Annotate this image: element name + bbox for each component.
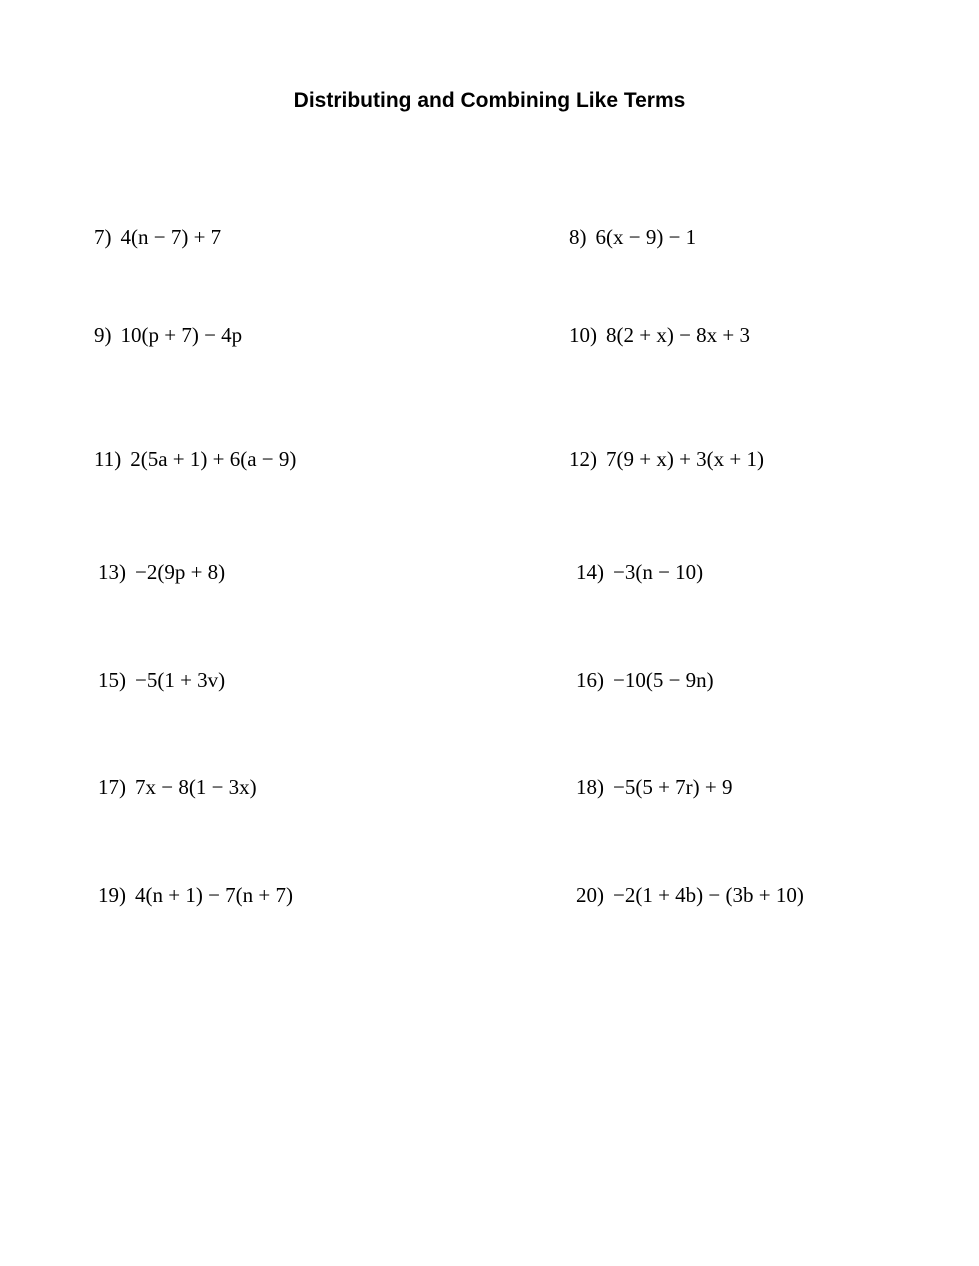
problem-number: 15) [98, 668, 126, 692]
problem-11 [94, 444, 296, 474]
problem-number: 17) [98, 775, 126, 799]
problem-number: 12) [569, 447, 597, 471]
problem-expression: 2(5a + 1) + 6(a − 9) [130, 447, 297, 471]
problem-20 [576, 880, 804, 910]
problem-18 [576, 772, 733, 802]
problem-number: 10) [569, 323, 597, 347]
problem-number: 19) [98, 883, 126, 907]
problem-9 [94, 320, 242, 350]
problem-number: 20) [576, 883, 604, 907]
problem-8 [569, 222, 696, 252]
problem-expression: −10(5 − 9n) [613, 668, 714, 692]
problem-number: 13) [98, 560, 126, 584]
problem-expression: −2(9p + 8) [135, 560, 226, 584]
problem-expression: 7x − 8(1 − 3x) [135, 775, 257, 799]
problem-12 [569, 444, 764, 474]
problem-expression: −5(5 + 7r) + 9 [613, 775, 733, 799]
problem-expression: 6(x − 9) − 1 [595, 225, 697, 249]
problem-expression: 8(2 + x) − 8x + 3 [606, 323, 751, 347]
problem-14 [576, 557, 703, 587]
problem-expression: 10(p + 7) − 4p [120, 323, 243, 347]
problem-10 [569, 320, 750, 350]
problem-number: 14) [576, 560, 604, 584]
problem-expression: −2(1 + 4b) − (3b + 10) [613, 883, 804, 907]
problem-expression: 4(n + 1) − 7(n + 7) [135, 883, 294, 907]
problem-16 [576, 665, 714, 695]
problem-number: 18) [576, 775, 604, 799]
problem-number: 7) [94, 225, 112, 249]
problem-expression: 4(n − 7) + 7 [120, 225, 222, 249]
problem-19 [98, 880, 293, 910]
problem-7 [94, 222, 221, 252]
problem-expression: 7(9 + x) + 3(x + 1) [606, 447, 765, 471]
worksheet-title: Distributing and Combining Like Terms [293, 89, 686, 112]
problem-number: 11) [94, 447, 122, 471]
problem-17 [98, 772, 257, 802]
problem-expression: −5(1 + 3v) [135, 668, 226, 692]
problem-number: 9) [94, 323, 112, 347]
problem-expression: −3(n − 10) [613, 560, 704, 584]
problem-15 [98, 665, 225, 695]
problem-number: 16) [576, 668, 604, 692]
problem-13 [98, 557, 225, 587]
problem-number: 8) [569, 225, 587, 249]
